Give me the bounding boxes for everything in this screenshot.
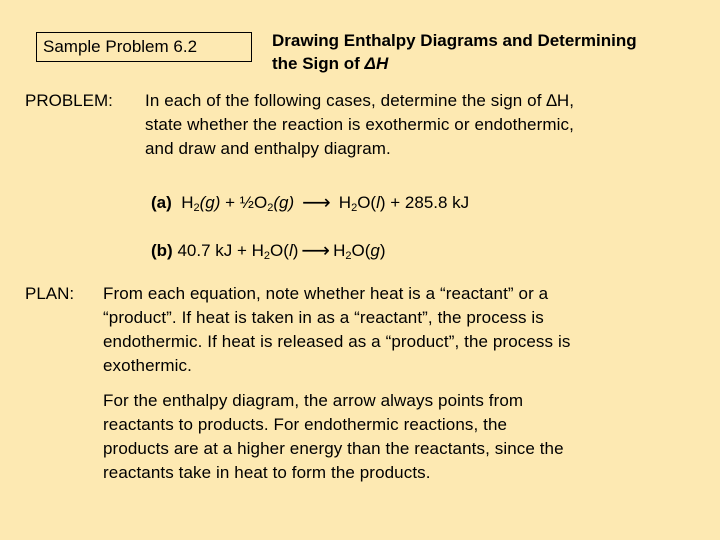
plan-p2-line-1: For the enthalpy diagram, the arrow always points from — [103, 391, 524, 410]
delta-h-symbol: ΔH — [364, 54, 389, 73]
eq-a-product-close: ) — [379, 193, 386, 212]
eq-a-product-o: O( — [357, 193, 377, 212]
problem-line-3: and draw and enthalpy diagram. — [145, 139, 391, 158]
page-title — [272, 29, 637, 75]
plan-p2-line-2: reactants to products. For endothermic reactions, the — [103, 415, 508, 434]
problem-line-2: state whether the reaction is exothermic or endothermic, — [145, 115, 574, 134]
eq-a-phase-1: (g) — [199, 193, 221, 212]
eq-b-phase-l: l — [288, 241, 293, 260]
plan-p1-line-1: From each equation, note whether heat is a “reactant” or a — [103, 284, 549, 303]
eq-a-o-sub: 2 — [267, 202, 274, 214]
eq-a-phase-2: (g) — [273, 193, 295, 212]
plan-paragraph-1 — [103, 282, 570, 378]
eq-a-product-phase: l — [376, 193, 380, 212]
plan-p1-line-4: exothermic. — [103, 356, 192, 375]
title-line-1: Drawing Enthalpy Diagrams and Determining — [272, 31, 637, 50]
plan-p1-line-2: “product”. If heat is taken in as a “reactant”, the process is — [103, 308, 544, 327]
sample-problem-label: Sample Problem 6.2 — [43, 37, 198, 56]
eq-a-product-h: H — [338, 193, 352, 212]
plan-label: PLAN: — [25, 284, 75, 303]
eq-b-product-h: H — [333, 241, 346, 260]
equation-b — [151, 237, 386, 262]
plan-p2-line-4: reactants take in heat to form the products. — [103, 463, 431, 482]
eq-b-h-sub: 2 — [263, 250, 271, 262]
eq-b-arrow-icon: ⟶ — [301, 240, 331, 262]
eq-a-h-sub: 2 — [193, 202, 200, 214]
problem-text — [145, 89, 574, 161]
eq-b-product-close: ) — [379, 241, 386, 260]
eq-b-water: O( — [270, 241, 289, 260]
eq-b-close: ) — [292, 241, 299, 260]
plan-p1-line-3: endothermic. If heat is released as a “product”, the process is — [103, 332, 571, 351]
equation-a — [151, 189, 469, 214]
eq-b-product-phase: g — [370, 241, 380, 260]
title-line-2 — [272, 52, 637, 75]
title-line-2-prefix: the Sign of — [272, 54, 365, 73]
eq-a-arrow-icon: ⟶ — [302, 192, 331, 214]
eq-b-energy: 40.7 kJ + H — [177, 241, 264, 260]
sample-problem-box — [36, 32, 252, 62]
eq-a-half-o: + ½O — [220, 193, 268, 212]
plan-p2-line-3: products are at a higher energy than the reactants, since the — [103, 439, 564, 458]
eq-a-h: H — [181, 193, 194, 212]
eq-a-product-sub: 2 — [351, 202, 358, 214]
problem-label: PROBLEM: — [25, 91, 113, 110]
eq-b-product-o: O( — [351, 241, 371, 260]
equation-b-label: (b) — [151, 241, 173, 260]
equation-a-label: (a) — [151, 193, 172, 212]
eq-a-energy: + 285.8 kJ — [390, 193, 470, 212]
eq-b-product-sub: 2 — [345, 250, 352, 262]
problem-line-1: In each of the following cases, determine the sign of ∆H, — [145, 91, 575, 110]
plan-paragraph-2 — [103, 389, 564, 485]
